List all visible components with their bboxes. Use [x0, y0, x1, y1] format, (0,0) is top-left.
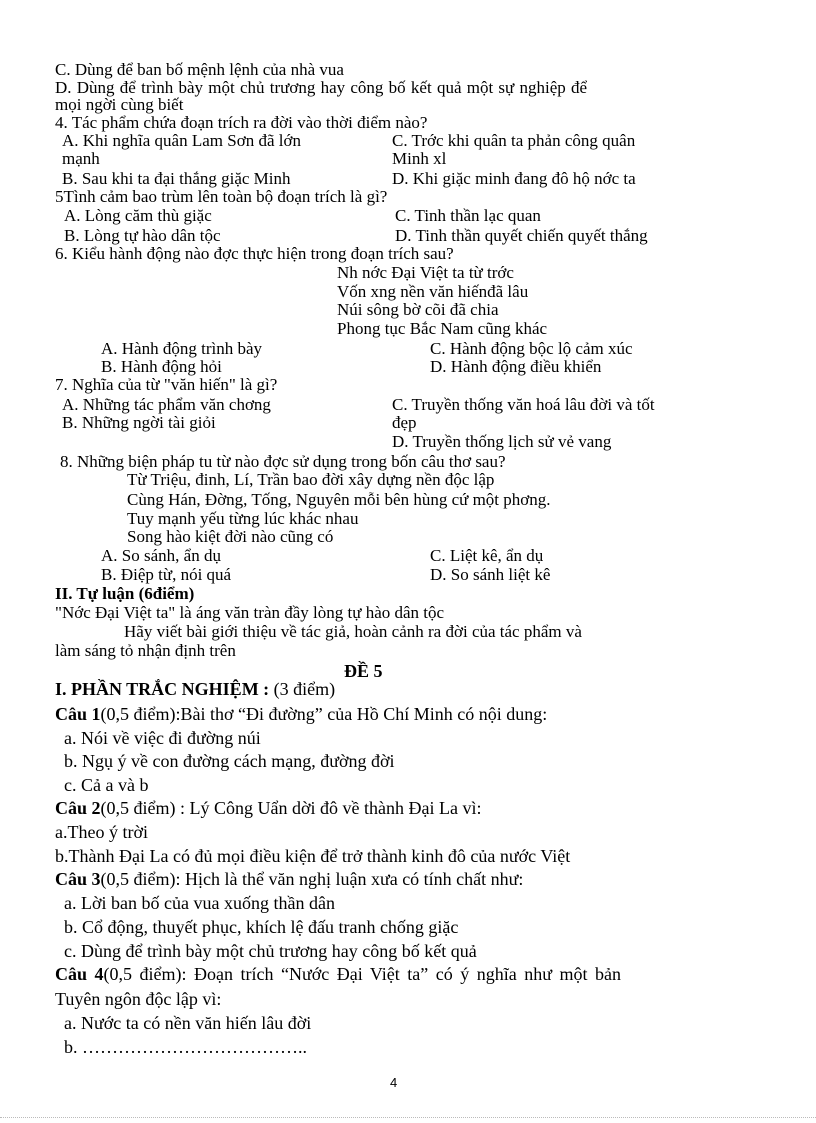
question-text-cont: Tuyên ngôn độc lập vì: — [55, 989, 222, 1009]
question-text: (0,5 điểm):Bài thơ “Đi đường” của Hồ Chí Minh có nội dung: — [100, 704, 548, 724]
q5-option-c: C. Tinh thần lạc quan — [395, 206, 541, 225]
q7-options-row-1 — [0, 395, 816, 414]
question-label: Câu 4 — [55, 964, 104, 984]
page-number: 4 — [390, 1075, 398, 1090]
part-2-heading: II. Tự luận (6điểm) — [55, 584, 195, 603]
answer-option: a. Nước ta có nền văn hiến lâu đời — [64, 1013, 312, 1033]
poem-line: Tuy mạnh yếu từng lúc khác nhau — [127, 509, 359, 528]
q5-option-a: A. Lòng căm thù giặc — [64, 206, 212, 225]
question-6: 6. Kiểu hành động nào đợc thực hiện trong đoạn trích sau? — [55, 244, 454, 263]
q6-option-d: D. Hành động điều khiển — [430, 357, 602, 376]
question-label: Câu 1 — [55, 704, 101, 724]
essay-line: làm sáng tỏ nhận định trên — [55, 641, 236, 660]
answer-option: a. Lời ban bố của vua xuống thần dân — [64, 893, 335, 913]
q8-option-c: C. Liệt kê, ẩn dụ — [430, 546, 544, 565]
q5-options-row-1 — [0, 206, 816, 225]
answer-option: a.Theo ý trời — [55, 822, 148, 842]
answer-option: c. Cả a và b — [64, 775, 149, 795]
answer-option: b.Thành Đại La có đủ mọi điều kiện để trở thành kinh đô của nước Việt — [55, 846, 571, 866]
q4-options-row-3 — [0, 169, 816, 188]
essay-line: "Nớc Đại Việt ta" là áng văn tràn đầy lòng tự hào dân tộc — [55, 603, 445, 622]
q8-option-b: B. Điệp từ, nói quá — [101, 565, 232, 584]
poem-line: Nh nớc Đại Việt ta từ trớc — [337, 263, 514, 282]
question-5: 5Tình cảm bao trùm lên toàn bộ đoạn trích là gì? — [55, 187, 388, 206]
question-4: 4. Tác phẩm chứa đoạn trích ra đời vào thời điểm nào? — [55, 113, 428, 132]
q4-options-row-1 — [0, 131, 816, 150]
q6-option-b: B. Hành động hỏi — [101, 357, 222, 376]
q5-option-b: B. Lòng tự hào dân tộc — [64, 226, 221, 245]
part-1-heading — [55, 678, 335, 700]
q4-option-a: A. Khi nghĩa quân Lam Sơn đã lớn — [62, 131, 301, 150]
question-cau-1 — [55, 703, 547, 725]
question-label: Câu 2 — [55, 798, 101, 818]
answer-option: b. ……………………………….. — [64, 1037, 307, 1057]
question-cau-4 — [55, 963, 621, 985]
q4-option-c: C. Trớc khi quân ta phản công quân — [392, 131, 636, 150]
essay-line: Hãy viết bài giới thiệu về tác giả, hoàn cảnh ra đời của tác phẩm và — [124, 622, 582, 641]
question-text: (0,5 điểm): Hịch là thể văn nghị luận xưa có tính chất như: — [100, 869, 524, 889]
poem-line: Song hào kiệt đời nào cũng có — [127, 527, 334, 546]
part-1-points: (3 điểm) — [269, 679, 336, 699]
exam-title: ĐỀ 5 — [344, 661, 383, 681]
answer-option: b. Cổ động, thuyết phục, khích lệ đấu tranh chống giặc — [64, 917, 459, 937]
answer-option: a. Nói về việc đi đường núi — [64, 728, 261, 748]
q4-option-a-cont: mạnh — [62, 149, 100, 168]
q4-option-d: D. Khi giặc minh đang đô hộ nớc ta — [392, 169, 636, 188]
poem-line: Núi sông bờ cõi đã chia — [337, 300, 499, 319]
q6-option-c: C. Hành động bộc lộ cảm xúc — [430, 339, 633, 358]
question-text: (0,5 điểm): Đoạn trích “Nước Đại Việt ta” có ý nghĩa như một bản — [103, 964, 622, 984]
q7-option-c-cont: đẹp — [392, 413, 417, 432]
text-line: C. Dùng để ban bố mệnh lệnh của nhà vua — [55, 60, 344, 79]
poem-line: Từ Triệu, đinh, Lí, Trần bao đời xây dựng nền độc lập — [127, 470, 495, 489]
q4-option-c-cont: Minh xl — [392, 149, 447, 168]
q5-options-row-2 — [0, 226, 816, 245]
question-text: (0,5 điểm) : Lý Công Uẩn dời đô về thành Đại La vì: — [100, 798, 482, 818]
q4-options-row-2 — [0, 149, 816, 168]
q4-option-b: B. Sau khi ta đại thắng giặc Minh — [62, 169, 291, 188]
q8-option-d: D. So sánh liệt kê — [430, 565, 551, 584]
question-label: Câu 3 — [55, 869, 101, 889]
part-1-title: I. PHẦN TRẮC NGHIỆM : — [55, 679, 270, 699]
answer-option: c. Dùng để trình bày một chủ trương hay công bố kết quả — [64, 941, 477, 961]
poem-line: Phong tục Bắc Nam cũng khác — [337, 319, 548, 338]
poem-line: Cùng Hán, Đờng, Tống, Nguyên mỗi bên hùng cứ một phơng. — [127, 490, 551, 509]
q5-option-d: D. Tinh thần quyết chiến quyết thắng — [395, 226, 648, 245]
text-line: mọi ngời cùng biết — [55, 95, 184, 114]
question-cau-2 — [55, 797, 481, 819]
q7-options-row-2 — [0, 413, 816, 432]
q7-option-c: C. Truyền thống văn hoá lâu đời và tốt — [392, 395, 655, 414]
text-line: D. Dùng để trình bày một chủ trương hay công bố kết quả một sự nghiệp để — [55, 78, 588, 97]
q8-options-row-1 — [0, 546, 816, 565]
q8-option-a: A. So sánh, ẩn dụ — [101, 546, 221, 565]
question-7: 7. Nghĩa của từ "văn hiến" là gì? — [55, 375, 278, 394]
question-8: 8. Những biện pháp tu từ nào đợc sử dụng trong bốn câu thơ sau? — [60, 452, 506, 471]
footer-divider — [0, 1117, 816, 1118]
q6-option-a: A. Hành động trình bày — [101, 339, 263, 358]
question-cau-3 — [55, 868, 523, 890]
answer-option: b. Ngụ ý về con đường cách mạng, đường đời — [64, 751, 395, 771]
poem-line: Vốn xng nền văn hiếnđã lâu — [337, 282, 529, 301]
q6-options-row-2 — [0, 357, 816, 376]
q6-options-row-1 — [0, 339, 816, 358]
q7-option-a: A. Những tác phẩm văn chơng — [62, 395, 271, 414]
q7-option-b: B. Những ngời tài giỏi — [62, 413, 216, 432]
q7-option-d: D. Truyền thống lịch sử vẻ vang — [392, 432, 612, 451]
q8-options-row-2 — [0, 565, 816, 584]
